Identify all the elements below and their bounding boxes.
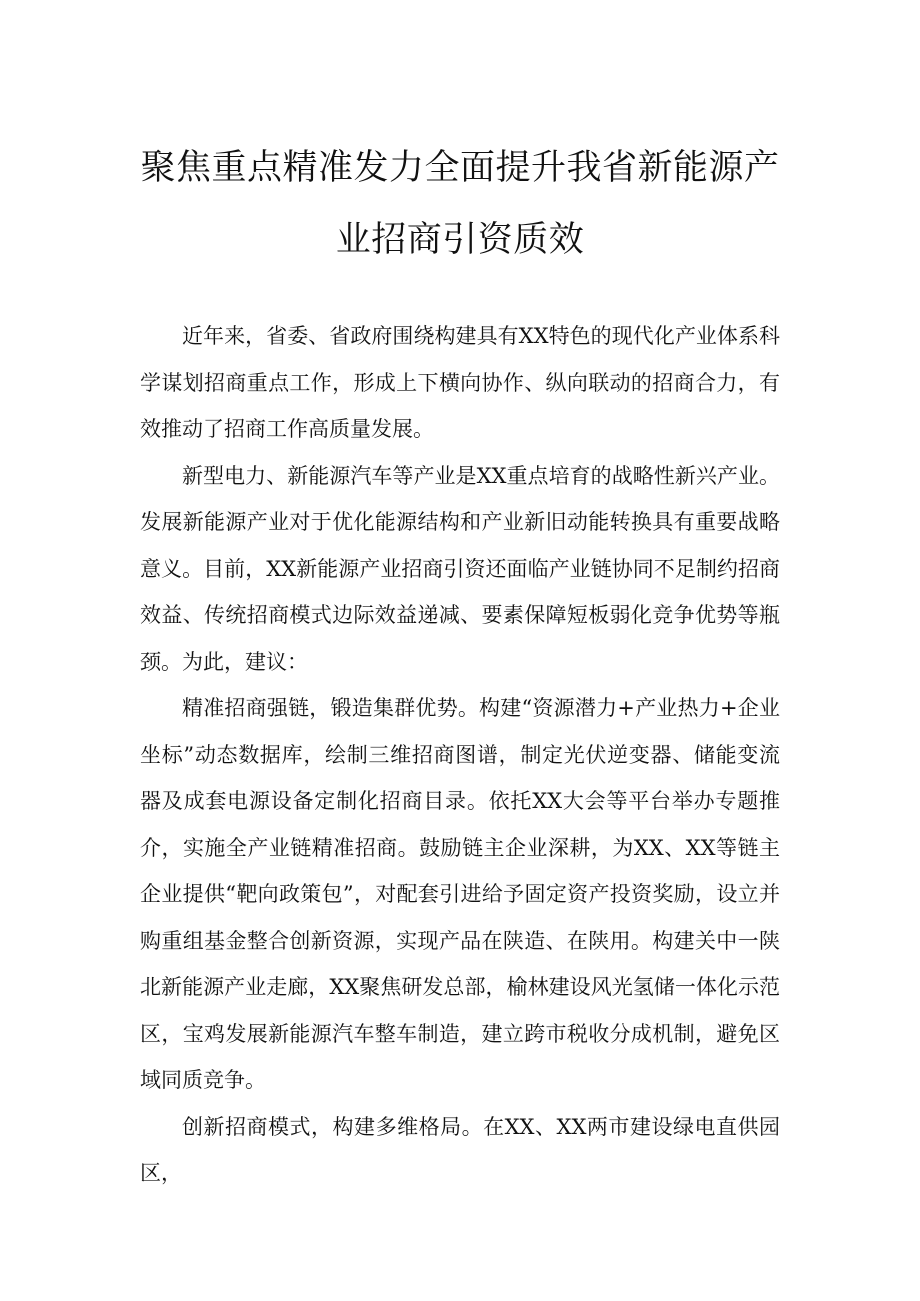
document-title-line-1: 聚焦重点精准发力全面提升我省新能源产 (140, 148, 780, 188)
document-title-line-2: 业招商引资质效 (335, 220, 585, 260)
paragraph-background: 新型电力、新能源汽车等产业是XX重点培育的战略性新兴产业。发展新能源产业对于优化能源结构和产业新旧动能转换具有重要战略意义。目前，XX新能源产业招商引资还面临产业链协同不足制约招商效益、传统招商模式边际效益递减、要素保障短板弱化竞争优势等瓶颈。为此，建议： (140, 463, 780, 674)
paragraph-intro: 近年来，省委、省政府围绕构建具有XX特色的现代化产业体系科学谋划招商重点工作，形成上下横向协作、纵向联动的招商合力，有效推动了招商工作高质量发展。 (140, 324, 780, 441)
paragraph-precise-investment: 精准招商强链，锻造集群优势。构建“资源潜力+产业热力+企业坐标”动态数据库，绘制三维招商图谱，制定光伏逆变器、储能变流器及成套电源设备定制化招商目录。依托XX大会等平台举办专题推介，实施全产业链精准招商。鼓励链主企业深耕，为XX、XX等链主企业提供“靶向政策包”，对配套引进给予固定资产投资奖励，设立并购重组基金整合创新资源，实现产品在陕造、在陕用。构建关中一陕北新能源产业走廊，XX聚焦研发总部，榆林建设风光氢储一体化示范区，宝鸡发展新能源汽车整车制造，建立跨市税收分成机制，避免区域同质竞争。 (140, 696, 780, 1092)
document-body (140, 313, 780, 1197)
paragraph-innovation-model: 创新招商模式，构建多维格局。在XX、XX两市建设绿电直供园区， (140, 1114, 780, 1185)
